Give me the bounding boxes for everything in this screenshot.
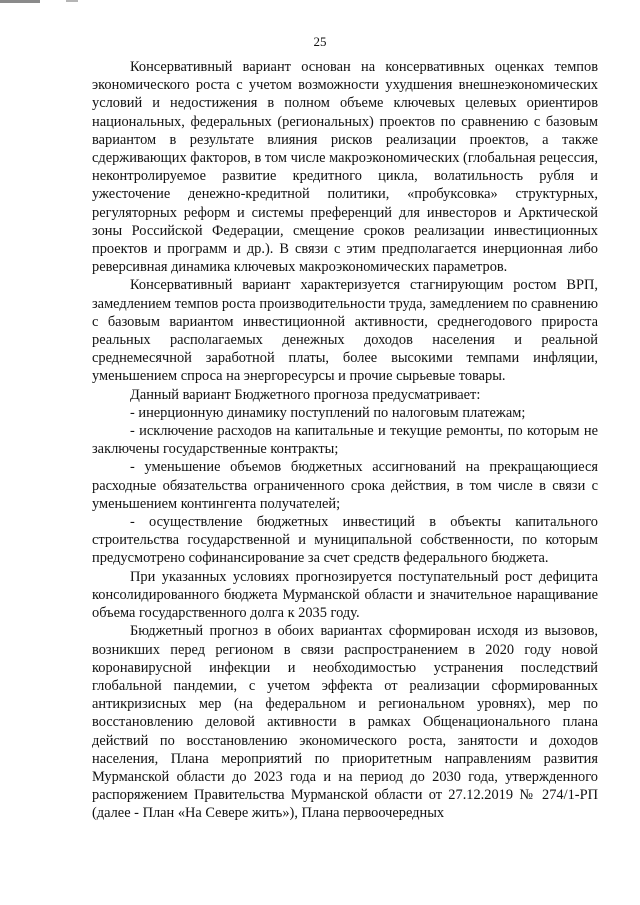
document-body xyxy=(92,58,598,823)
scan-mark xyxy=(0,0,40,3)
list-item: - инерционную динамику поступлений по налоговым платежам; xyxy=(130,404,526,421)
page-number: 25 xyxy=(313,34,327,49)
list-item: - осуществление бюджетных инвестиций в объекты капитального строительства государственной и муниципальной собственности, по которым предусмотрено софинансирование за счет средств федерального бюджета. xyxy=(92,514,598,567)
scan-mark xyxy=(66,0,78,2)
paragraph-forecast-provides: Данный вариант Бюджетного прогноза предусматривает: xyxy=(130,386,481,403)
paragraph-conservative-characteristics: Консервативный вариант характеризуется стагнирующим ростом ВРП, замедлением темпов роста производительности труда, замедлением по сравнению с базовым вариантом инвестиционной активности, среднегодового прироста реальных располагаемых денежных доходов населения и реальной среднемесячной заработной платы, более высокими темпами инфляции, уменьшением спроса на энергоресурсы и прочие сырьевые товары. xyxy=(92,277,598,385)
list-item: - уменьшение объемов бюджетных ассигнований на прекращающиеся расходные обязательства ограниченного срока действия, в том числе в связи с уменьшением контингента получателей; xyxy=(92,459,598,512)
list-item: - исключение расходов на капитальные и текущие ремонты, по которым не заключены государственные контракты; xyxy=(92,423,598,458)
paragraph-conservative-variant: Консервативный вариант основан на консервативных оценках темпов экономического роста с учетом возможности ухудшения внешнеэкономических условий и недостижения в полном объеме ключевых целевых ориентиров национальных, федеральных (региональных) проектов по сравнению с базовым вариантом в результате влияния рисков реализации проектов, а также сдерживающих факторов, в том числе макроэкономических (глобальная рецессия, неконтролируемое развитие кредитного цикла, волатильность рубля и ужесточение денежно-кредитной политики, «пробуксовка» структурных, регуляторных реформ и системы преференций для инвесторов и Арктической зоны Российской Федерации, смещение сроков реализации инвестиционных проектов и программ и др.). В связи с этим предполагается инерционная либо реверсивная динамика ключевых макроэкономических параметров. xyxy=(92,59,598,276)
paragraph-forecast-basis: Бюджетный прогноз в обоих вариантах сформирован исходя из вызовов, возникших перед регионом в связи распространением в 2020 году новой коронавирусной инфекции и необходимостью устранения последствий глобальной пандемии, с учетом эффекта от реализации сформированных антикризисных мер (на федеральном и региональном уровнях), мер по восстановлению деловой активности в рамках Общенационального плана действий по восстановлению экономического роста, занятости и доходов населения, Плана мероприятий по приоритетным направлениям развития Мурманской области до 2023 года и на период до 2030 года, утвержденного распоряжением Правительства Мурманской области от 27.12.2019 № 274/1-РП (далее - План «На Севере жить»), Плана первоочередных xyxy=(92,623,598,822)
paragraph-deficit-growth: При указанных условиях прогнозируется поступательный рост дефицита консолидированного бюджета Мурманской области и значительное наращивание объема государственного долга к 2035 году. xyxy=(92,568,598,622)
